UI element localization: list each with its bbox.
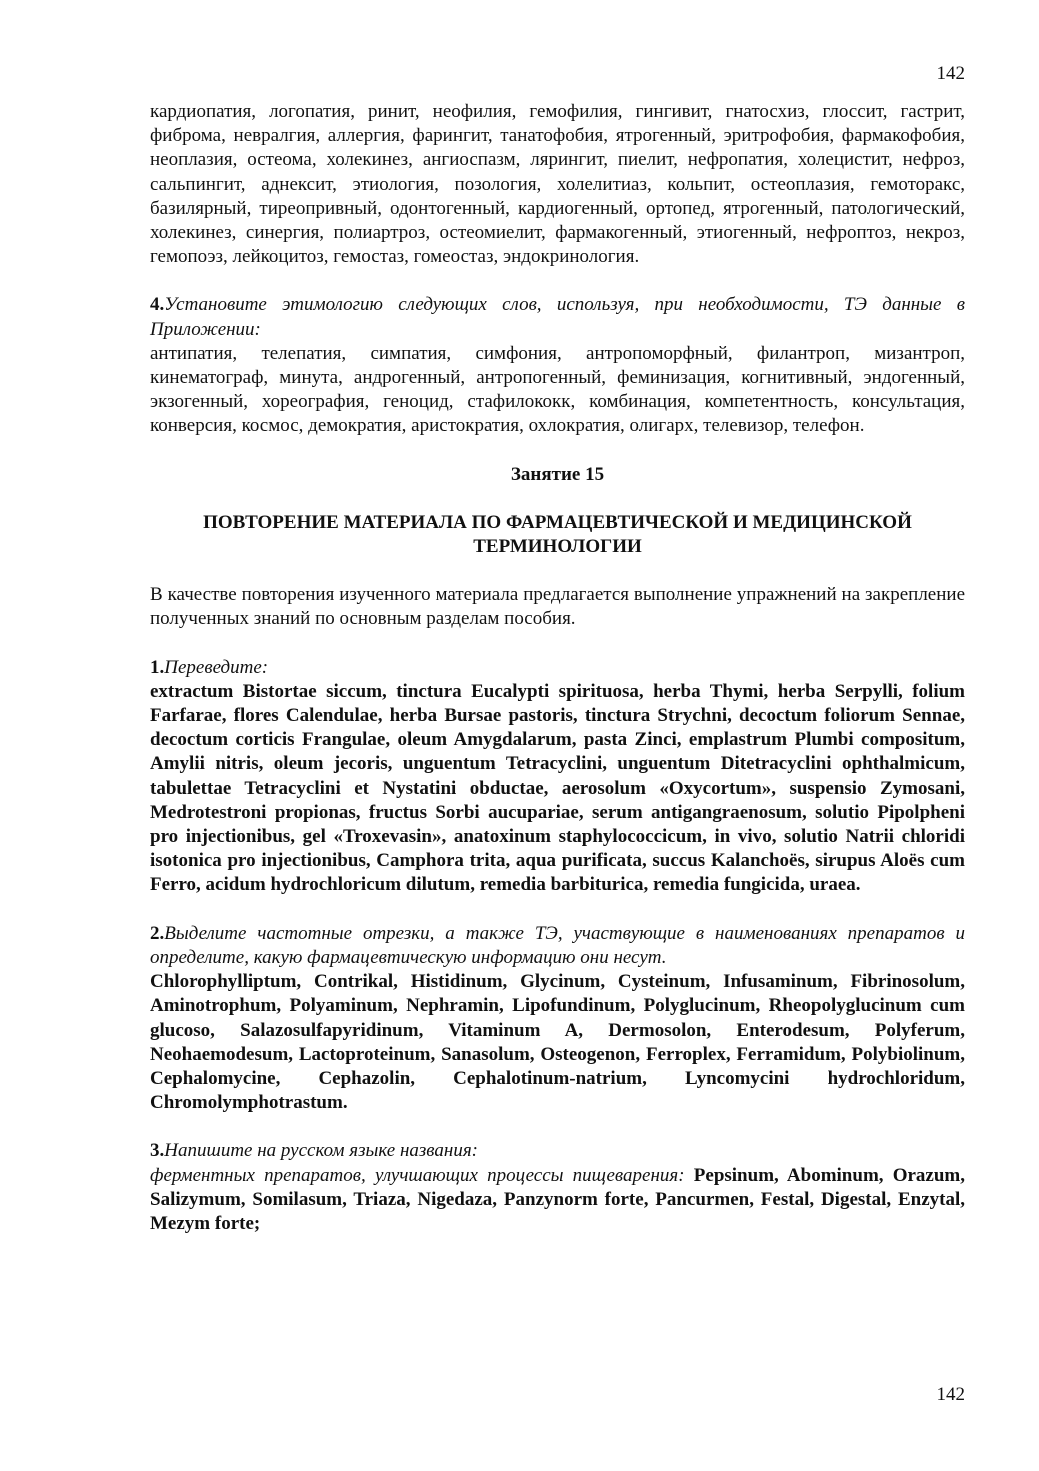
lesson-label: Занятие 15	[510, 463, 605, 485]
exercise-3	[150, 1139, 965, 1163]
intro-paragraph: В качестве повторения изученного материала предлагается выполнение упражнений на закрепление полученных знаний по основным разделам пособия.	[150, 584, 965, 630]
task-4	[150, 293, 965, 341]
task-4-words: антипатия, телепатия, симпатия, симфония, антропоморфный, филантроп, мизантроп, кинематограф, минута, андрогенный, антропогенный, феминизация, когнитивный, эндогенный, экзогенный, хореография, геноцид, стафилококк, комбинация, компетентность, консультация, конверсия, космос, демократия, аристократия, охлократия, олигарх, телевизор, телефон.	[150, 342, 965, 437]
page-content	[150, 100, 965, 1236]
page-number-top: 142	[936, 63, 965, 84]
page-number-bottom: 142	[936, 1384, 965, 1405]
task-4-instruction: Установите этимологию следующих слов, используя, при необходимости, ТЭ данные в Приложении:	[150, 294, 965, 340]
exercise-2-instruction: Выделите частотные отрезки, а также ТЭ, участвующие в наименованиях препаратов и определите, какую фармацевтическую информацию они несут.	[150, 922, 965, 968]
exercise-3-number: 3.	[150, 1140, 165, 1162]
exercise-3-text: Pepsinum, Abominum, Orazum, Salizymum, Somilasum, Triaza, Nigedaza, Panzynorm forte, Pancurmen, Festal, Digestal, Enzytal, Mezym forte;	[150, 1164, 966, 1234]
exercise-3-lead: ферментных препаратов, улучшающих процессы пищеварения:	[150, 1164, 685, 1186]
exercise-3-instruction: Напишите на русском языке названия:	[164, 1140, 479, 1162]
task-4-number: 4.	[150, 294, 165, 316]
exercise-3-body	[150, 1164, 965, 1237]
exercise-1-instruction: Переведите:	[164, 656, 269, 678]
lesson-title: ПОВТОРЕНИЕ МАТЕРИАЛА ПО ФАРМАЦЕВТИЧЕСКОЙ И МЕДИЦИНСКОЙ ТЕРМИНОЛОГИИ	[203, 511, 912, 558]
exercise-1-number: 1.	[150, 656, 165, 678]
exercise-1-text: extractum Bistortae siccum, tinctura Eucalypti spirituosa, herba Thymi, herba Serpylli, folium Farfarae, flores Calendulae, herba Bursae pastoris, tinctura Strychni, decoctum foliorum Sennae, decoctum corticis Frangulae, oleum Amygdalarum, pasta Zinci, emplastrum Plumbi compositum, Amylii nitris, oleum jecoris, unguentum Tetracyclini, unguentum Ditetracyclini ophthalmicum, tabulettae Tetracyclini et Nystatini obductae, aerosolum «Oxycortum», suspensio Zymosani, Medrotestroni propionas, fructus Sorbi aucupariae, serum antigangraenosum, solutio Pipolpheni pro injectionibus, gel «Troxevasin», anatoxinum staphylococcicum, in vivo, solutio Natrii chloridi isotonica pro injectionibus, Camphora trita, aqua purificata, succus Kalanchoës, sirupus Aloës cum Ferro, acidum hydrochloricum dilutum, remedia barbiturica, remedia fungicida, uraea.	[150, 680, 965, 896]
exercise-2-number: 2.	[150, 922, 165, 944]
exercise-1	[150, 656, 965, 680]
exercise-2	[150, 922, 965, 970]
exercise-2-text: Chlorophylliptum, Contrikal, Histidinum, Glycinum, Cysteinum, Infusaminum, Fibrinosolum, Aminotrophum, Polyaminum, Nephramin, Lipofundinum, Polyglucinum, Rheopolyglucinum cum glucoso, Salazosulfapyridinum, Vitaminum A, Dermosolon, Enterodesum, Polyferum, Neohaemodesum, Lactoproteinum, Sanasolum, Osteogenon, Ferroplex, Ferramidum, Polybiolinum, Cephalomycine, Cephazolin, Cephalotinum-natrium, Lyncomycini hydrochloridum, Chromolymphotrastum.	[150, 971, 965, 1114]
previous-term-list: кардиопатия, логопатия, ринит, неофилия, гемофилия, гингивит, гнатосхиз, глоссит, гастрит, фиброма, невралгия, аллергия, фарингит, танатофобия, ятрогенный, эритрофобия, фармакофобия, неоплазия, остеома, холекинез, ангиоспазм, лярингит, пиелит, нефропатия, холецистит, нефроз, сальпингит, аднексит, этиология, позология, холелитиаз, кольпит, остеоплазия, гемоторакс, базилярный, тиреопривный, одонтогенный, кардиогенный, ортопед, ятрогенный, патологический, холекинез, синергия, полиартроз, остеомиелит, фармакогенный, этиогенный, нефроптоз, некроз, гемопоэз, лейкоцитоз, гемостаз, гомеостаз, эндокринология.	[150, 101, 965, 268]
